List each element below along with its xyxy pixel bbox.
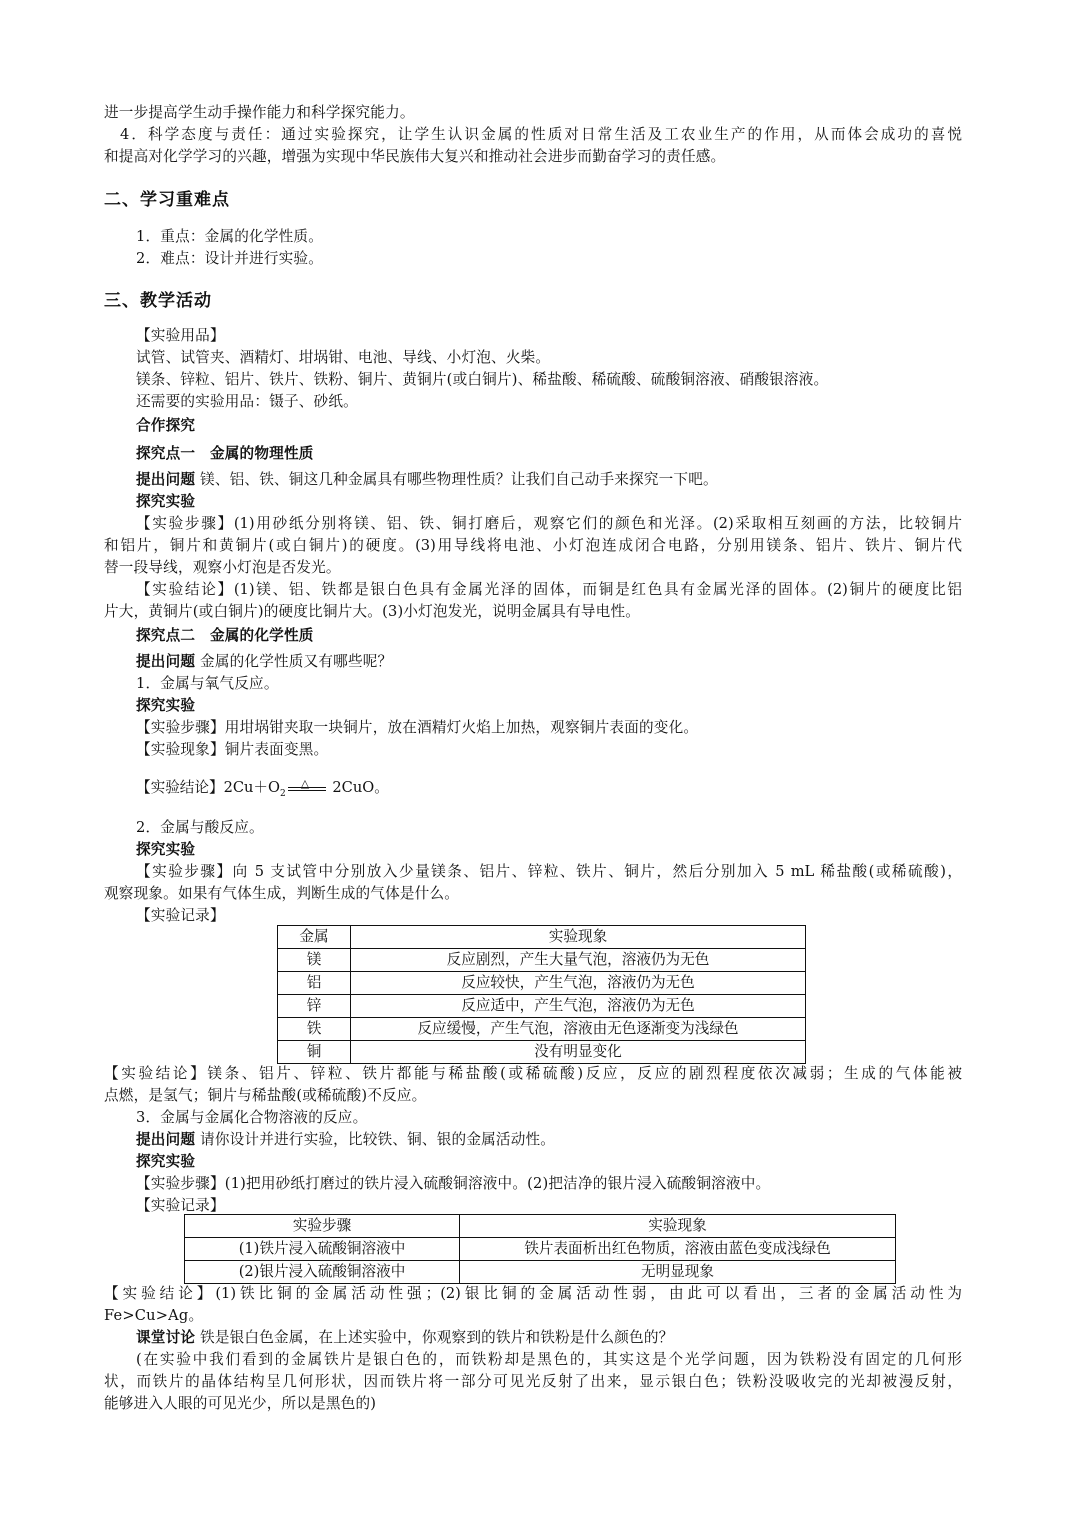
table-header: 金属 bbox=[278, 926, 351, 949]
chemical-equation bbox=[136, 777, 389, 805]
section-heading: 三、教学活动 bbox=[104, 291, 212, 311]
label: 提出问题 bbox=[136, 653, 196, 670]
text-line: 片大，黄铜片(或白铜片)的硬度比铜片大。(3)小灯泡发光，说明金属具有导电性。 bbox=[104, 603, 641, 620]
text-line bbox=[136, 1327, 673, 1349]
list-item: 2．难点：设计并进行实验。 bbox=[136, 250, 324, 267]
text-line: 4．科学态度与责任：通过实验探究，让学生认识金属的性质对日常生活及工农业生产的作用，从而体会成功的喜悦 bbox=[120, 126, 962, 143]
text-line: 【实验结论】(1)铁比铜的金属活动性强；(2)银比铜的金属活动性弱，由此可以看出，三者的金属活动性为 bbox=[104, 1285, 962, 1302]
text-line: 【实验步骤】(1)用砂纸分别将镁、铝、铁、铜打磨后，观察它们的颜色和光泽。(2)采取相互刻画的方法，比较铜片 bbox=[136, 515, 962, 532]
text-line: 点燃，是氢气；铜片与稀盐酸(或稀硫酸)不反应。 bbox=[104, 1087, 427, 1104]
text-line: 【实验步骤】用坩埚钳夹取一块铜片，放在酒精灯火焰上加热，观察铜片表面的变化。 bbox=[136, 719, 699, 736]
text-line: 【实验步骤】向 5 支试管中分别放入少量镁条、铝片、锌粒、铁片、铜片，然后分别加入 5 mL 稀盐酸(或稀硫酸)， bbox=[136, 863, 962, 880]
text: 请你设计并进行实验，比较铁、铜、银的金属活动性。 bbox=[195, 1131, 556, 1148]
text-line: 【实验记录】 bbox=[136, 907, 225, 924]
table-row bbox=[278, 995, 806, 1018]
text-line: 进一步提高学生动手操作能力和科学探究能力。 bbox=[104, 104, 415, 121]
table-cell: 镁 bbox=[278, 949, 351, 972]
text-line: 【实验记录】 bbox=[136, 1197, 225, 1214]
text-line: 能够进入人眼的可见光少，所以是黑色的) bbox=[104, 1395, 377, 1412]
text-line bbox=[136, 469, 718, 491]
text-line: 镁条、锌粒、铝片、铁片、铁粉、铜片、黄铜片(或白铜片)、稀盐酸、稀硫酸、硫酸铜溶液、硝酸银溶液。 bbox=[136, 371, 829, 388]
table-header: 实验步骤 bbox=[185, 1215, 460, 1238]
displacement-table bbox=[184, 1214, 896, 1284]
text-line: 【实验结论】(1)镁、铝、铁都是银白色具有金属光泽的固体，而铜是红色具有金属光泽的固体。(2)铜片的硬度比铝 bbox=[136, 581, 962, 598]
subheading: 合作探究 bbox=[136, 417, 196, 434]
table-header-row bbox=[185, 1215, 896, 1238]
text-line: 【实验步骤】(1)把用砂纸打磨过的铁片浸入硫酸铜溶液中。(2)把洁净的银片浸入硫酸铜溶液中。 bbox=[136, 1175, 771, 1192]
table-row bbox=[278, 1018, 806, 1041]
heating-equals-sign bbox=[286, 777, 328, 799]
equation-right: 2CuO。 bbox=[332, 779, 389, 796]
text-line: 和铝片，铜片和黄铜片(或白铜片)的硬度。(3)用导线将电池、小灯泡连成闭合电路，分别用镁条、铝片、铁片、铜片代 bbox=[104, 537, 962, 554]
text: 铁是银白色金属，在上述实验中，你观察到的铁片和铁粉是什么颜色的？ bbox=[195, 1329, 674, 1346]
table-row bbox=[185, 1261, 896, 1284]
table-cell: 反应较快，产生气泡，溶液仍为无色 bbox=[351, 972, 806, 995]
subheading: 探究实验 bbox=[136, 1153, 196, 1170]
metal-acid-table bbox=[277, 925, 806, 1064]
table-row bbox=[278, 949, 806, 972]
text-line: 【实验用品】 bbox=[136, 327, 225, 344]
table-cell: (2)银片浸入硫酸铜溶液中 bbox=[185, 1261, 460, 1284]
table-cell: 反应剧烈，产生大量气泡，溶液仍为无色 bbox=[351, 949, 806, 972]
text-line bbox=[136, 651, 392, 673]
text-line: 还需要的实验用品：镊子、砂纸。 bbox=[136, 393, 358, 410]
table-cell: 没有明显变化 bbox=[351, 1041, 806, 1064]
equation-left: 2Cu＋O bbox=[223, 779, 280, 796]
table-cell: 铜 bbox=[278, 1041, 351, 1064]
subheading: 探究实验 bbox=[136, 697, 196, 714]
text: 镁、铝、铁、铜这几种金属具有哪些物理性质？让我们自己动手来探究一下吧。 bbox=[195, 471, 718, 488]
table-row bbox=[185, 1238, 896, 1261]
text-line: 状，而铁片的晶体结构呈几何形状，因而铁片将一部分可见光反射了出来，显示银白色；铁粉没吸收完的光却被漫反射， bbox=[104, 1373, 962, 1390]
subscript: 2 bbox=[280, 788, 286, 799]
subheading: 探究实验 bbox=[136, 841, 196, 858]
table-row bbox=[278, 972, 806, 995]
label: 课堂讨论 bbox=[136, 1329, 196, 1346]
label: 提出问题 bbox=[136, 1131, 196, 1148]
label: 【实验结论】 bbox=[136, 779, 224, 796]
text-line bbox=[136, 1129, 555, 1151]
section-heading: 二、学习重难点 bbox=[104, 190, 230, 210]
table-cell: 铁片表面析出红色物质，溶液由蓝色变成浅绿色 bbox=[460, 1238, 896, 1261]
table-header-row bbox=[278, 926, 806, 949]
table-cell: (1)铁片浸入硫酸铜溶液中 bbox=[185, 1238, 460, 1261]
text-line: 替一段导线，观察小灯泡是否发光。 bbox=[104, 559, 341, 576]
text-line: 试管、试管夹、酒精灯、坩埚钳、电池、导线、小灯泡、火柴。 bbox=[136, 349, 551, 366]
text-line: 和提高对化学学习的兴趣，增强为实现中华民族伟大复兴和推动社会进步而勤奋学习的责任感。 bbox=[104, 148, 726, 165]
text-line: Fe>Cu>Ag。 bbox=[104, 1307, 204, 1324]
text-line: (在实验中我们看到的金属铁片是银白色的，而铁粉却是黑色的，其实这是个光学问题，因为铁粉没有固定的几何形 bbox=[136, 1351, 962, 1368]
table-row bbox=[278, 1041, 806, 1064]
table-cell: 锌 bbox=[278, 995, 351, 1018]
text: 金属的化学性质又有哪些呢？ bbox=[195, 653, 393, 670]
text-line: 【实验结论】镁条、铝片、锌粒、铁片都能与稀盐酸(或稀硫酸)反应，反应的剧烈程度依次减弱；生成的气体能被 bbox=[104, 1065, 962, 1082]
heat-triangle-icon: △ bbox=[300, 777, 310, 790]
subheading: 探究点二 金属的化学性质 bbox=[136, 627, 314, 644]
table-cell: 反应适中，产生气泡，溶液仍为无色 bbox=[351, 995, 806, 1018]
table-cell: 铁 bbox=[278, 1018, 351, 1041]
text-line: 2．金属与酸反应。 bbox=[136, 819, 264, 836]
text-line: 观察现象。如果有气体生成，判断生成的气体是什么。 bbox=[104, 885, 460, 902]
text-line: 1．金属与氧气反应。 bbox=[136, 675, 279, 692]
text-line: 【实验现象】铜片表面变黑。 bbox=[136, 741, 329, 758]
table-cell: 反应缓慢，产生气泡，溶液由无色逐渐变为浅绿色 bbox=[351, 1018, 806, 1041]
label: 提出问题 bbox=[136, 471, 196, 488]
text-line: 3．金属与金属化合物溶液的反应。 bbox=[136, 1109, 368, 1126]
table-header: 实验现象 bbox=[351, 926, 806, 949]
table-header: 实验现象 bbox=[460, 1215, 896, 1238]
subheading: 探究点一 金属的物理性质 bbox=[136, 445, 314, 462]
subheading: 探究实验 bbox=[136, 493, 196, 510]
table-cell: 铝 bbox=[278, 972, 351, 995]
list-item: 1．重点：金属的化学性质。 bbox=[136, 228, 324, 245]
table-cell: 无明显现象 bbox=[460, 1261, 896, 1284]
